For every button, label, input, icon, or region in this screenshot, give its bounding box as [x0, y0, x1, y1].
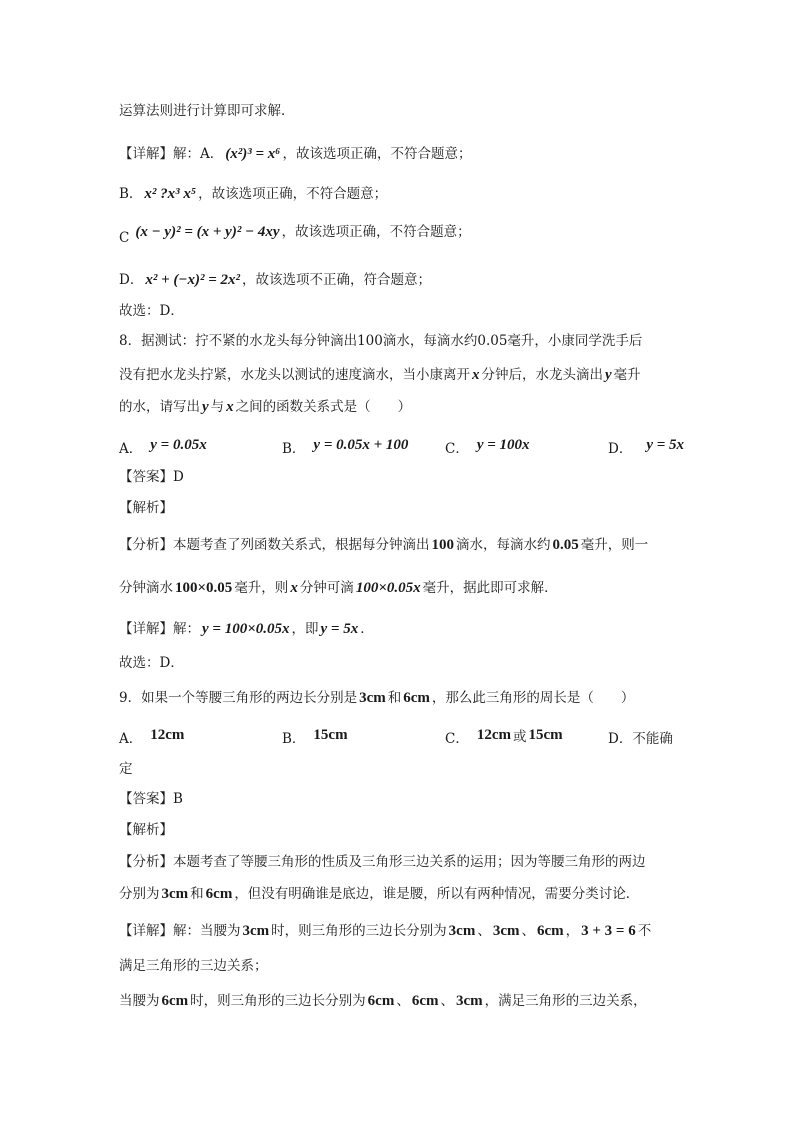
- question-9-stem: [119, 687, 676, 709]
- text: 运算法则进行计算即可求解．: [119, 103, 295, 119]
- analysis-heading: 【解析】: [119, 822, 173, 838]
- option-b: [282, 434, 410, 456]
- math-expression: 100: [431, 537, 454, 553]
- text-line: [119, 788, 676, 810]
- text: 8．据测试：拧不紧的水龙头每分钟滴出100滴水，每滴水约0.05毫升，小康同学洗手后: [119, 333, 643, 349]
- math-expression: 15cm: [313, 727, 348, 743]
- option-label: C．: [445, 441, 469, 457]
- text: ，故该选项正确，不符合题意；: [281, 224, 471, 240]
- math-expression: 6cm: [536, 923, 564, 939]
- text: ，故该选项不正确，符合题意；: [242, 272, 431, 288]
- text-line: [119, 618, 676, 640]
- text: 之间的函数关系式是（ ）: [235, 399, 412, 415]
- option-label: D．不能确: [608, 731, 673, 747]
- text: 没有把水龙头拧紧，水龙头以测试的速度滴水，当小康离开: [119, 367, 470, 383]
- text-line: [119, 534, 676, 556]
- math-expression: y = 100×0.05x: [202, 621, 290, 637]
- option-label: B．: [282, 731, 306, 747]
- option-b: [282, 724, 350, 746]
- math-variable: x: [472, 367, 480, 383]
- text: 分别为: [119, 886, 160, 902]
- text-line: [119, 364, 676, 386]
- text: 、: [521, 923, 535, 939]
- text: 满足三角形的三边关系；: [119, 958, 268, 974]
- text: 分钟后，水龙头滴出: [481, 367, 603, 383]
- text: 毫升，则一: [580, 537, 649, 553]
- math-variable: y: [202, 399, 209, 415]
- text-line: [119, 221, 676, 246]
- math-expression: y = 0.05x: [150, 437, 207, 453]
- text: ，: [565, 923, 580, 939]
- text: 与: [210, 399, 225, 415]
- math-expression: 6cm: [403, 690, 430, 706]
- math-expression: 6cm: [411, 993, 439, 1009]
- text: 时，则三角形的三边长分别为: [271, 923, 447, 939]
- text-line: [119, 497, 676, 519]
- option-d: [608, 434, 686, 456]
- text-line: [119, 883, 676, 905]
- option-a: [119, 434, 209, 456]
- option-label: C．: [445, 731, 469, 747]
- text-line: [119, 851, 676, 873]
- math-expression: (x²)³ = x⁶: [225, 146, 281, 162]
- text: ，即: [291, 621, 319, 637]
- option-c: [445, 724, 565, 746]
- text-line: [119, 819, 676, 841]
- answer: 【答案】B: [119, 791, 183, 807]
- math-expression: 3cm: [161, 886, 189, 902]
- text: 9．如果一个等腰三角形的两边长分别是: [119, 690, 358, 706]
- text-line: [119, 183, 676, 205]
- text: 【分析】本题考查了列函数关系式，根据每分钟滴出: [119, 537, 430, 553]
- math-expression: y = 5x: [320, 621, 359, 637]
- math-expression: 6cm: [205, 886, 233, 902]
- math-expression: y = 0.05x + 100: [313, 437, 409, 453]
- text: ，但没有明确谁是底边，谁是腰，所以有两种情况，需要分类讨论．: [234, 886, 640, 902]
- answer: 【答案】D: [119, 469, 184, 485]
- text: 当腰为: [119, 993, 160, 1009]
- math-expression: 12cm: [476, 727, 511, 743]
- text: 【详解】解：: [119, 621, 200, 637]
- option-d: [608, 728, 673, 750]
- text: 分钟可滴: [299, 580, 354, 596]
- math-expression: 6cm: [161, 993, 189, 1009]
- text: 故选：D．: [119, 303, 184, 319]
- text-line: [119, 100, 676, 122]
- text-line: [119, 577, 676, 599]
- question-9-options: [119, 722, 676, 748]
- text: 时，则三角形的三边长分别为: [190, 993, 366, 1009]
- text: 分钟滴水: [119, 580, 173, 596]
- text: D．: [119, 272, 144, 288]
- math-variable: x: [226, 399, 234, 415]
- math-expression: 100×0.05: [175, 580, 233, 596]
- text: 【详解】解：A．: [119, 146, 224, 162]
- math-expression: 6cm: [367, 993, 395, 1009]
- text: ，故该选项正确，不符合题意；: [198, 186, 388, 202]
- text: 【详解】解：当腰为: [119, 923, 241, 939]
- math-expression: 12cm: [150, 727, 185, 743]
- option-label: A．: [119, 441, 143, 457]
- text: 、: [396, 993, 410, 1009]
- text-line: [119, 269, 676, 291]
- text-line: [119, 990, 676, 1012]
- text: B．: [119, 186, 143, 202]
- text: 和: [387, 690, 402, 706]
- text: ，那么此三角形的周长是（ ）: [431, 690, 635, 706]
- option-label: A．: [119, 731, 143, 747]
- text: 毫升: [613, 367, 641, 383]
- text-line: [119, 955, 676, 977]
- math-expression: 15cm: [528, 727, 563, 743]
- text: 、: [477, 923, 491, 939]
- text: 和: [190, 886, 204, 902]
- math-expression: 3cm: [359, 690, 386, 706]
- text-line: [119, 466, 676, 488]
- text: 或: [513, 729, 527, 745]
- option-a: [119, 724, 186, 746]
- text: C: [119, 230, 130, 246]
- math-expression: 0.05: [552, 537, 579, 553]
- math-expression: 3 + 3 = 6: [581, 923, 636, 939]
- math-variable: y: [605, 367, 612, 383]
- text-line: [119, 396, 676, 418]
- option-c: [445, 434, 532, 456]
- text: 毫升，据此即可求解．: [422, 580, 558, 596]
- math-variable: x: [290, 580, 298, 596]
- question-8-stem: [119, 330, 676, 352]
- option-label: B．: [282, 441, 306, 457]
- text: 、: [440, 993, 454, 1009]
- text: 滴水，每滴水约: [456, 537, 551, 553]
- option-label: D．: [608, 441, 633, 457]
- text-line: [119, 920, 676, 942]
- text: ．: [360, 621, 374, 637]
- text-line: [119, 300, 676, 322]
- math-expression: x² ?x³ x⁵: [144, 186, 197, 202]
- math-expression: y = 100x: [476, 437, 530, 453]
- text-line: [119, 143, 676, 165]
- math-expression: y = 5x: [646, 437, 685, 453]
- math-expression: 100×0.05x: [355, 580, 421, 596]
- math-expression: 3cm: [242, 923, 270, 939]
- math-expression: 3cm: [455, 993, 483, 1009]
- text: ，满足三角形的三边关系，: [484, 993, 647, 1009]
- text: 毫升，则: [234, 580, 289, 596]
- text: 【分析】本题考查了等腰三角形的性质及三角形三边关系的运用；因为等腰三角形的两边: [119, 854, 646, 870]
- question-8-options: [119, 432, 685, 458]
- text-line: [119, 652, 676, 674]
- text: 定: [119, 761, 133, 777]
- text: ，故该选项正确，不符合题意；: [282, 146, 472, 162]
- text: 故选：D．: [119, 655, 184, 671]
- math-expression: x² + (−x)² = 2x²: [145, 272, 240, 288]
- math-expression: (x − y)² = (x + y)² − 4xy: [135, 224, 280, 240]
- text: 的水，请写出: [119, 399, 200, 415]
- text: 不: [637, 923, 652, 939]
- math-expression: 3cm: [448, 923, 476, 939]
- text-line: [119, 758, 676, 780]
- analysis-heading: 【解析】: [119, 500, 173, 516]
- math-expression: 3cm: [492, 923, 520, 939]
